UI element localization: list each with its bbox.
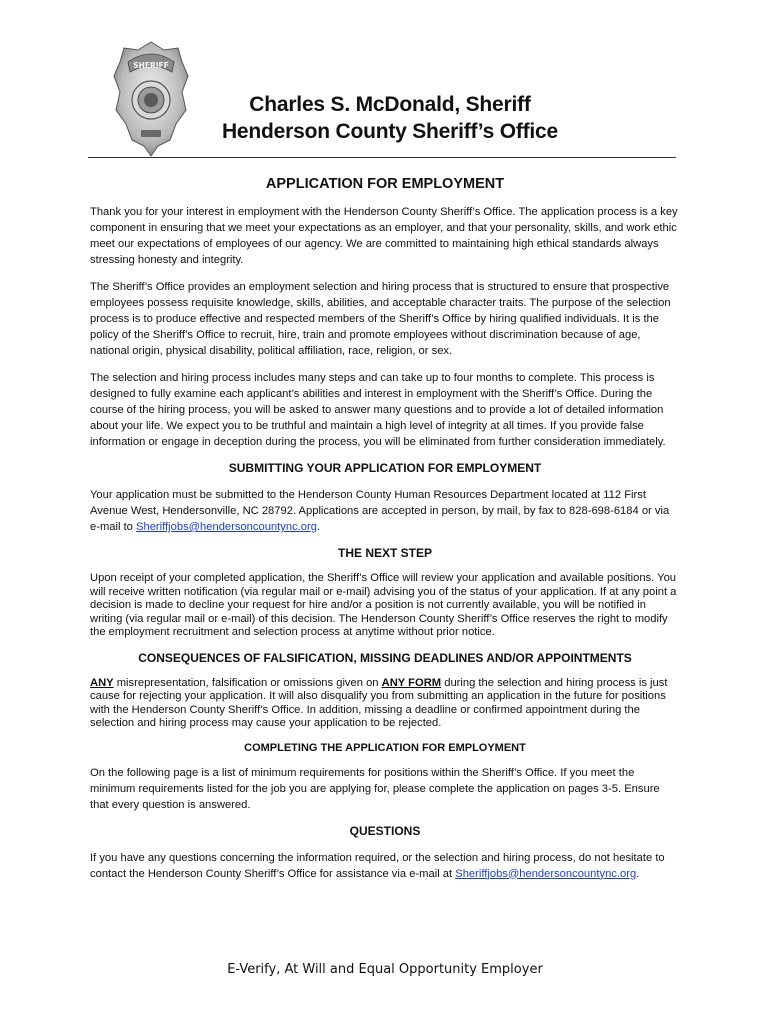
intro-paragraph-3: The selection and hiring process includes many steps and can take up to four months to complete. This process is designed to fully examine each applicant’s abilities and interest in employment with the Sheriff’s Office. During the course of the hiring process, you will be asked to answer many questions and to provide a lot of detailed information about your life. We expect you to be truthful and maintain a high level of integrity at all times. If you provide false information or engage in deception during the process, you will be eliminated from further consideration immediately. (90, 372, 666, 448)
submitting-paragraph (90, 487, 680, 535)
questions-heading: QUESTIONS (349, 823, 421, 838)
header-divider (88, 157, 676, 158)
any-form-emphasis: ANY FORM (381, 676, 442, 689)
page-title: APPLICATION FOR EMPLOYMENT (265, 176, 505, 192)
footer-text: E-Verify, At Will and Equal Opportunity Employer (227, 962, 543, 977)
completing-heading: COMPLETING THE APPLICATION FOR EMPLOYMENT (244, 741, 526, 754)
submitting-email-link[interactable]: Sheriffjobs@hendersoncountync.org (136, 521, 317, 533)
sheriff-name: Charles S. McDonald, Sheriff (249, 93, 531, 116)
questions-end: . (636, 867, 640, 880)
office-name: Henderson County Sheriff’s Office (221, 120, 559, 143)
badge-text: SHERIFF (133, 61, 169, 70)
next-step-heading: THE NEXT STEP (337, 546, 432, 560)
document-body (90, 172, 680, 893)
sheriff-badge-logo (112, 40, 190, 158)
consequences-paragraph (90, 677, 680, 731)
intro-paragraph-2: The Sheriff’s Office provides an employment selection and hiring process that is structured to ensure that prospective employees possess requisite knowledge, skills, abilities, and acceptable character traits. The purpose of the selection process is to produce effective and respected members of the Sheriff’s Office by hiring qualified individuals. It is the policy of the Sheriff’s Office to recruit, hire, train and promote employees without discrimination because of age, national origin, physical disability, political affiliation, race, religion, or sex. (90, 281, 671, 357)
any-emphasis: ANY (90, 676, 114, 689)
completing-paragraph: On the following page is a list of minimum requirements for positions within the Sheriff’s Office. If you meet the minimum requirements listed for the job you are applying for, please complete the application on pages 3-5. Ensure that every question is answered. (90, 766, 660, 811)
submitting-end: . (316, 521, 321, 533)
consequences-text-a: misrepresentation, falsification or omissions given on (113, 676, 382, 689)
consequences-heading: CONSEQUENCES OF FALSIFICATION, MISSING DEADLINES AND/OR APPOINTMENTS (138, 650, 632, 665)
questions-email-link[interactable]: Sheriffjobs@hendersoncountync.org (455, 867, 637, 880)
submitting-heading: SUBMITTING YOUR APPLICATION FOR EMPLOYMENT (228, 461, 542, 475)
intro-paragraph-1: Thank you for your interest in employment with the Henderson County Sheriff’s Office. The application process is a key component in ensuring that we meet your expectations as an employer, and that your personality, skills, and work ethic meet our expectations of employees of our agency. We are committed to maintaining high ethical standards always stressing honesty and integrity. (90, 206, 678, 266)
questions-paragraph (90, 850, 680, 882)
consequences-text-b: during the selection and hiring process is just cause for rejecting your application. It will also disqualify you from submitting an application in the future for positions with the Henderson County Sheriff’s Office. In addition, missing a deadline or confirmed appointment during the selection and hiring process may cause your application to be rejected. (90, 676, 668, 729)
submitting-text: Your application must be submitted to the Henderson County Human Resources Department located at 112 First Avenue West, Hendersonville, NC 28792. Applications are accepted in person, by mail, by fax to 828-698-6184 or via e-mail to (90, 489, 670, 533)
questions-text: If you have any questions concerning the information required, or the selection and hiring process, do not hesitate to contact the Henderson County Sheriff’s Office for assistance via e-mail at (90, 851, 665, 880)
next-step-paragraph: Upon receipt of your completed application, the Sheriff’s Office will review your application and available positions. You will receive written notification (via regular mail or e-mail) advising you of the status of your application. If at any point a decision is made to decline your request for hire and/or a position is not currently available, you will be notified in writing (via regular mail or e-mail) of this decision. The Henderson County Sheriff’s Office reserves the right to modify the employment recruitment and selection process at anytime without prior notice. (90, 572, 677, 638)
